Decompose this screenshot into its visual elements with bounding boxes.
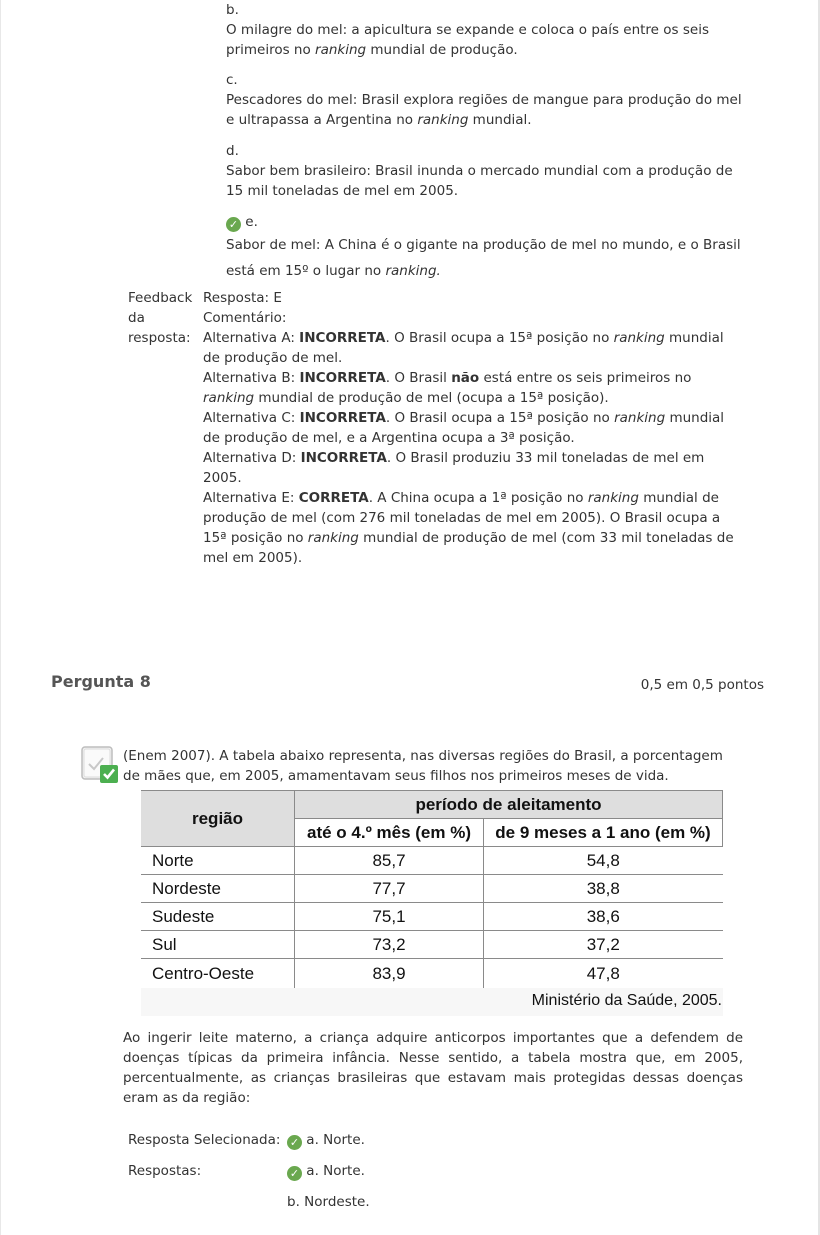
feedback-alt-d: Alternativa D: INCORRETA. O Brasil produziu 33 mil toneladas de mel em 2005.: [203, 450, 705, 486]
header-region: região: [141, 791, 295, 847]
option-c-letter: c.: [226, 72, 238, 88]
correct-check-icon: ✓: [287, 1166, 302, 1181]
cell-value-b: 38,8: [484, 875, 723, 903]
feedback-comment-label: Comentário:: [203, 310, 287, 326]
feedback-alt-e: Alternativa E: CORRETA. A China ocupa a 1ª posição no ranking mundial de produção de mel (com 276 mil toneladas de mel em 2005). O Brasil ocupa a 15ª posição no ranking mundial de produção de mel (com 33 mil toneladas de mel em 2005).: [203, 490, 734, 566]
cell-value-a: 73,2: [295, 931, 484, 959]
option-c: [226, 70, 746, 130]
question-correct-icon: [80, 745, 120, 785]
option-b-text: O milagre do mel: a apicultura se expande e coloca o país entre os seis primeiros no ranking mundial de produção.: [226, 22, 709, 58]
header-col-a: até o 4.º mês (em %): [295, 819, 484, 847]
table-row: [141, 903, 723, 931]
cell-value-b: 38,6: [484, 903, 723, 931]
cell-value-a: 85,7: [295, 847, 484, 875]
option-e: [226, 212, 746, 284]
feedback-alt-a: Alternativa A: INCORRETA. O Brasil ocupa a 15ª posição no ranking mundial de produção de mel.: [203, 330, 724, 366]
answers-label: Respostas:: [128, 1163, 202, 1179]
question-prompt: Ao ingerir leite materno, a criança adquire anticorpos importantes que a defendem de doenças típicas da primeira infância. Nesse sentido, a tabela mostra que, em 2005, percentualmente, as crianças brasileiras que estavam mais protegidas dessas doenças eram as da região:: [123, 1030, 743, 1106]
cell-value-a: 75,1: [295, 903, 484, 931]
option-b: [226, 0, 746, 60]
correct-check-icon: ✓: [226, 217, 241, 232]
header-col-b: de 9 meses a 1 ano (em %): [484, 819, 723, 847]
selected-answer: ✓ a. Norte.: [287, 1132, 365, 1150]
table-row: [141, 875, 723, 903]
feedback-body: [203, 288, 743, 568]
option-e-text: Sabor de mel: A China é o gigante na produção de mel no mundo, e o Brasil está em 15º o lugar no ranking.: [226, 237, 741, 279]
option-d-text: Sabor bem brasileiro: Brasil inunda o mercado mundial com a produção de 15 mil toneladas de mel em 2005.: [226, 163, 733, 199]
cell-region: Sul: [141, 931, 295, 959]
cell-value-b: 47,8: [484, 959, 723, 989]
question-points: 0,5 em 0,5 pontos: [640, 677, 764, 693]
table-row: [141, 931, 723, 959]
cell-value-a: 83,9: [295, 959, 484, 989]
breastfeeding-table: [141, 790, 723, 989]
feedback-label: Feedback da resposta:: [128, 290, 193, 346]
cell-value-b: 37,2: [484, 931, 723, 959]
correct-check-icon: ✓: [287, 1135, 302, 1150]
question-intro: (Enem 2007). A tabela abaixo representa, nas diversas regiões do Brasil, a porcentagem de mães que, em 2005, amamentavam seus filhos nos primeiros meses de vida.: [123, 748, 723, 784]
table-row: [141, 959, 723, 989]
answer-option-a: ✓ a. Norte.: [287, 1163, 365, 1181]
cell-region: Nordeste: [141, 875, 295, 903]
option-d-letter: d.: [226, 143, 239, 159]
option-e-letter: e.: [245, 214, 258, 230]
selected-answer-label: Resposta Selecionada:: [128, 1132, 281, 1148]
cell-region: Norte: [141, 847, 295, 875]
cell-region: Centro-Oeste: [141, 959, 295, 989]
answer-option-b: b. Nordeste.: [287, 1194, 370, 1210]
table-row: [141, 847, 723, 875]
option-b-letter: b.: [226, 2, 239, 18]
table-source: Ministério da Saúde, 2005.: [531, 992, 722, 1009]
header-period: período de aleitamento: [295, 791, 723, 819]
option-d: [226, 141, 746, 201]
option-c-text: Pescadores do mel: Brasil explora regiões de mangue para produção do mel e ultrapassa a Argentina no ranking mundial.: [226, 92, 742, 128]
cell-value-b: 54,8: [484, 847, 723, 875]
question-title: Pergunta 8: [51, 672, 151, 691]
cell-region: Sudeste: [141, 903, 295, 931]
page-left-border: [0, 0, 1, 1235]
cell-value-a: 77,7: [295, 875, 484, 903]
feedback-answer: Resposta: E: [203, 290, 282, 306]
feedback-alt-c: Alternativa C: INCORRETA. O Brasil ocupa a 15ª posição no ranking mundial de produção de mel, e a Argentina ocupa a 3ª posição.: [203, 410, 725, 446]
feedback-alt-b: Alternativa B: INCORRETA. O Brasil não está entre os seis primeiros no ranking mundial de produção de mel (ocupa a 15ª posição).: [203, 370, 692, 406]
